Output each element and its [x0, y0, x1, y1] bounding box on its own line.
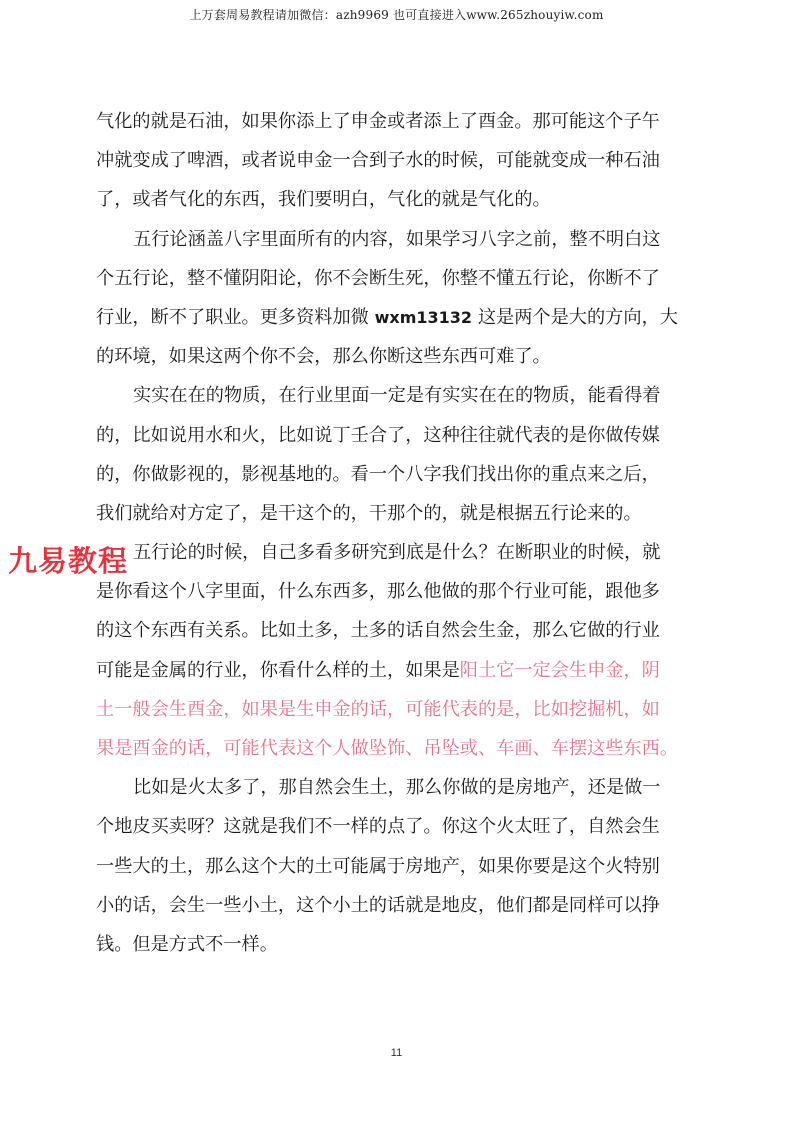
text-line: 是你看这个八字里面，什么东西多，那么他做的那个行业可能，跟他多	[96, 581, 660, 603]
text-line: 一些大的土，那么这个大的土可能属于房地产，如果你要是这个火特别	[96, 855, 660, 877]
text-segment: 可能是金属的行业，你看什么样的土，如果是	[96, 659, 460, 681]
text-line: 的这个东西有关系。比如土多，土多的话自然会生金，那么它做的行业	[96, 620, 660, 642]
text-line: 个五行论，整不懂阴阳论，你不会断生死，你整不懂五行论，你断不了	[96, 267, 660, 289]
text-line: 比如是火太多了，那自然会生土，那么你做的是房地产，还是做一	[133, 777, 661, 799]
document-body	[96, 102, 696, 964]
text-line	[96, 298, 696, 337]
wechat-id: wxm13132	[374, 307, 473, 327]
paragraph-3	[96, 376, 696, 533]
text-line: 的，比如说用水和火，比如说丁壬合了，这种往往就代表的是你做传媒	[96, 424, 660, 446]
paragraph-2	[96, 220, 696, 377]
text-line: 小的话，会生一些小土，这个小土的话就是地皮，他们都是同样可以挣	[96, 894, 660, 916]
text-segment: 这是两个是大的方向，大	[472, 306, 678, 328]
text-line: 气化的就是石油，如果你添上了申金或者添上了酉金。那可能这个子午	[96, 111, 660, 132]
page-number: 11	[390, 1047, 403, 1059]
text-line: 五行论的时候，自己多看多研究到底是什么？在断职业的时候，就	[133, 542, 661, 564]
highlighted-text-line: 果是酉金的话，可能代表这个人做坠饰、吊坠或、车画、车摆这些东西。	[96, 738, 679, 759]
text-line: 我们就给对方定了，是干这个的，干那个的，就是根据五行论来的。	[96, 502, 642, 524]
text-line: 的环境，如果这两个你不会，那么你断这些东西可难了。	[96, 346, 551, 368]
text-line: 个地皮买卖呀？这就是我们不一样的点了。你这个火太旺了，自然会生	[96, 816, 660, 838]
page-header: 上万套周易教程请加微信：azh9969 也可直接进入www.265zhouyiw.com	[189, 8, 604, 22]
paragraph-1	[96, 102, 696, 220]
paragraph-4	[96, 533, 696, 768]
highlighted-text: 阳土它一定会生申金，阴	[459, 659, 660, 681]
text-segment: 行业，断不了职业。更多资料加微	[96, 306, 375, 328]
text-line	[96, 651, 696, 690]
text-line: 冲就变成了啤酒，或者说申金一合到子水的时候，可能就变成一种石油	[96, 150, 660, 172]
paragraph-5	[96, 768, 696, 964]
text-line: 五行论涵盖八字里面所有的内容，如果学习八字之前，整不明白这	[133, 228, 661, 250]
watermark-logo: 九易教程	[8, 544, 129, 578]
text-line: 的，你做影视的，影视基地的。看一个八字我们找出你的重点来之后，	[96, 463, 660, 485]
text-line: 实实在在的物质，在行业里面一定是有实实在在的物质，能看得着	[133, 385, 661, 407]
text-line: 了，或者气化的东西，我们要明白，气化的就是气化的。	[96, 189, 551, 211]
text-line: 钱。但是方式不一样。	[96, 933, 278, 955]
highlighted-text-line: 土一般会生酉金，如果是生申金的话，可能代表的是，比如挖掘机，如	[96, 698, 660, 720]
